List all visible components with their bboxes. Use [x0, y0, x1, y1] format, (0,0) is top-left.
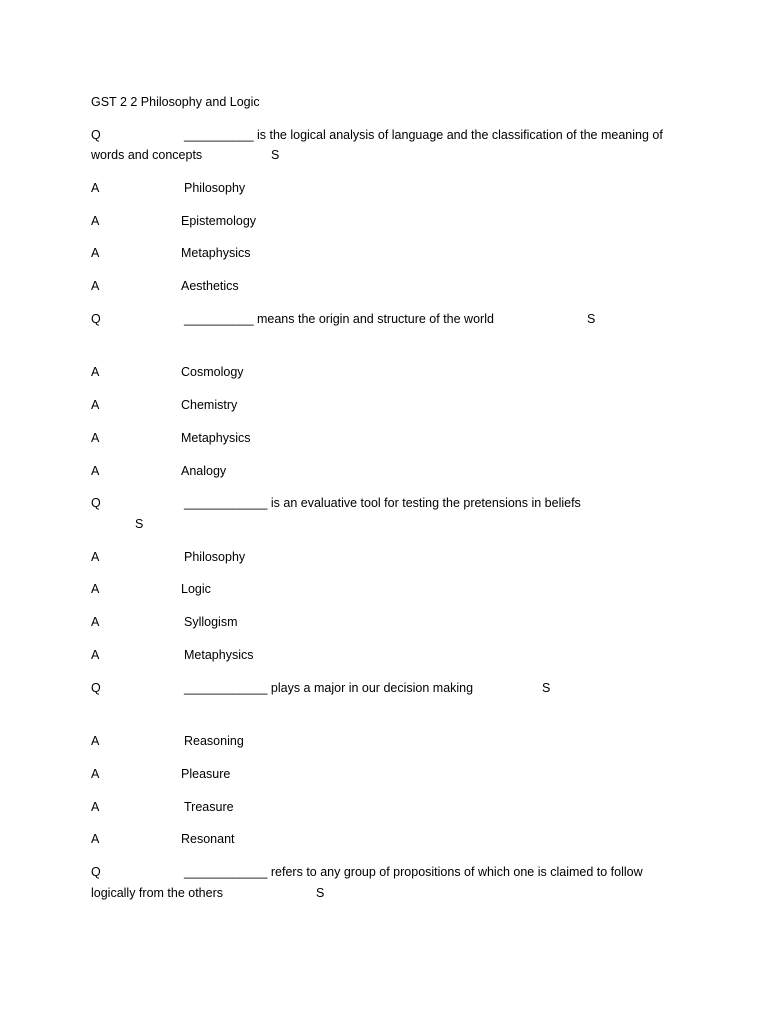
answer-option: Syllogism — [184, 615, 238, 629]
answer-tag: A — [91, 648, 100, 662]
question-s-marker: S — [587, 312, 596, 326]
answer-option: Metaphysics — [181, 246, 251, 260]
question-text-continued: words and concepts — [91, 148, 203, 162]
question-tag: Q — [91, 496, 101, 510]
answer-tag: A — [91, 431, 100, 445]
answer-option: Philosophy — [184, 550, 246, 564]
question-text: __________ is the logical analysis of language and the classification of the meaning of — [184, 128, 663, 142]
answer-tag: A — [91, 246, 100, 260]
question-s-marker: S — [271, 148, 280, 162]
question-text-continued: logically from the others — [91, 886, 224, 900]
question-tag: Q — [91, 865, 101, 879]
answer-option: Analogy — [181, 464, 227, 478]
answer-option: Reasoning — [184, 734, 244, 748]
question-tag: Q — [91, 128, 101, 142]
answer-tag: A — [91, 464, 100, 478]
question-text: ____________ is an evaluative tool for testing the pretensions in beliefs — [184, 496, 581, 510]
answer-tag: A — [91, 365, 100, 379]
question-s-marker: S — [542, 681, 551, 695]
answer-option: Treasure — [184, 800, 234, 814]
answer-tag: A — [91, 550, 100, 564]
question-s-marker: S — [316, 886, 325, 900]
answer-option: Metaphysics — [184, 648, 254, 662]
question-tag: Q — [91, 312, 101, 326]
question-text: ____________ plays a major in our decision making — [184, 681, 474, 695]
answer-tag: A — [91, 734, 100, 748]
answer-option: Epistemology — [181, 214, 257, 228]
answer-option: Logic — [181, 582, 211, 596]
answer-tag: A — [91, 214, 100, 228]
answer-tag: A — [91, 800, 100, 814]
answer-tag: A — [91, 582, 100, 596]
answer-option: Cosmology — [181, 365, 244, 379]
answer-tag: A — [91, 398, 100, 412]
answer-option: Chemistry — [181, 398, 238, 412]
answer-tag: A — [91, 832, 100, 846]
answer-option: Aesthetics — [181, 279, 239, 293]
answer-tag: A — [91, 767, 100, 781]
answer-option: Philosophy — [184, 181, 246, 195]
document-title: GST 2 2 Philosophy and Logic — [91, 95, 260, 109]
answer-tag: A — [91, 615, 100, 629]
question-text: __________ means the origin and structure of the world — [184, 312, 494, 326]
question-text: ____________ refers to any group of propositions of which one is claimed to follow — [184, 865, 643, 879]
answer-option: Pleasure — [181, 767, 231, 781]
answer-tag: A — [91, 181, 100, 195]
answer-tag: A — [91, 279, 100, 293]
question-tag: Q — [91, 681, 101, 695]
answer-option: Metaphysics — [181, 431, 251, 445]
question-s-marker: S — [135, 517, 144, 531]
answer-option: Resonant — [181, 832, 235, 846]
